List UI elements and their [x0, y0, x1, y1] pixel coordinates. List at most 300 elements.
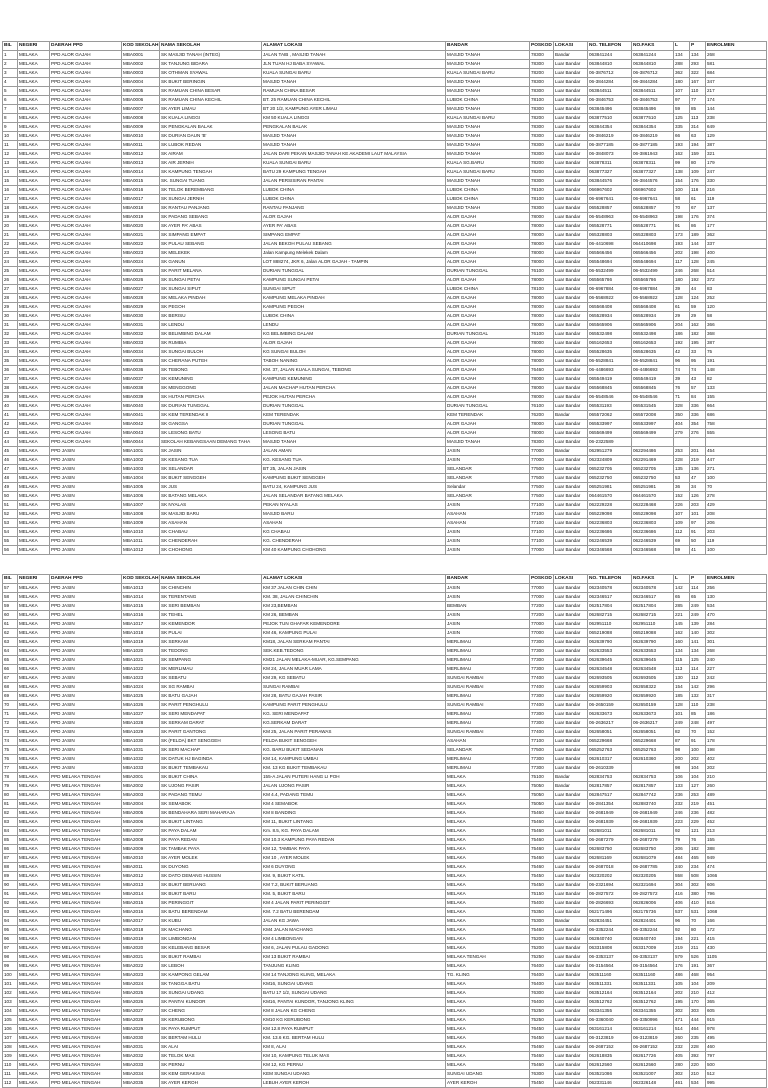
cell-enrolmen: 949 — [706, 854, 767, 863]
cell-bil: 33 — [3, 339, 18, 348]
cell-negeri: MELAKA — [18, 69, 50, 78]
cell-lokasi: Luar Bandar — [554, 186, 588, 195]
cell-nama-sekolah: SK KUBU — [160, 917, 262, 926]
cell-enrolmen: 368 — [706, 330, 767, 339]
cell-negeri: MELAKA — [18, 710, 50, 719]
cell-p: 104 — [690, 773, 706, 782]
cell-daerah-ppd: PPD JASIN — [50, 755, 122, 764]
cell-l: 96 — [674, 917, 690, 926]
cell-no-telefon: 063878311 — [588, 159, 632, 168]
cell-lokasi: Luar Bandar — [554, 528, 588, 537]
cell-bandar: MERLIMAU — [446, 719, 530, 728]
cell-nama-sekolah: SK BUKIT LINTANG — [160, 818, 262, 827]
header-enrolmen: ENROLMEN — [706, 575, 767, 584]
cell-p: 63 — [690, 132, 706, 141]
cell-enrolmen: 129 — [706, 132, 767, 141]
cell-negeri: MELAKA — [18, 51, 50, 60]
cell-kod-sekolah: MBA1027 — [122, 710, 160, 719]
cell-bandar: MELAKA — [446, 980, 530, 989]
cell-bil: 96 — [3, 935, 18, 944]
cell-bandar: MELAKA — [446, 845, 530, 854]
cell-kod-sekolah: MBA0024 — [122, 258, 160, 267]
cell-kod-sekolah: MBA1014 — [122, 593, 160, 602]
cell-poskod: 77500 — [530, 746, 554, 755]
cell-bandar: MASJID TANAH — [446, 51, 530, 60]
cell-alamat-lokasi: MASJID TANAH — [262, 438, 446, 447]
cell-p: 100 — [690, 746, 706, 755]
cell-daerah-ppd: PPD ALOR GAJAH — [50, 375, 122, 384]
cell-no-telefon: 06-2687018 — [588, 863, 632, 872]
cell-kod-sekolah: MBA0027 — [122, 285, 160, 294]
cell-nama-sekolah: SK PERNU — [160, 1061, 262, 1070]
cell-daerah-ppd: PPD JASIN — [50, 611, 122, 620]
cell-l: 96 — [674, 357, 690, 366]
cell-l: 107 — [674, 510, 690, 519]
cell-l: 461 — [674, 1079, 690, 1088]
table-row — [3, 60, 767, 69]
cell-bandar: ALOR GAJAH — [446, 375, 530, 384]
table-row — [3, 159, 767, 168]
header-poskod: POSKOD — [530, 575, 554, 584]
cell-lokasi: Luar Bandar — [554, 674, 588, 683]
cell-enrolmen: 296 — [706, 683, 767, 692]
cell-kod-sekolah: MBA0004 — [122, 78, 160, 87]
cell-l: 98 — [674, 764, 690, 773]
cell-nama-sekolah: SK BUKIT BARU — [160, 890, 262, 899]
cell-no-telefon: 06-5528841 — [588, 357, 632, 366]
cell-p: 508 — [690, 872, 706, 881]
cell-kod-sekolah: MBA1026 — [122, 701, 160, 710]
cell-bandar: DURIAN TUNGGAL — [446, 402, 530, 411]
cell-lokasi: Luar Bandar — [554, 456, 588, 465]
cell-alamat-lokasi: BATU 29 KAMPUNG TENGAH — [262, 168, 446, 177]
cell-bandar: MELAKA — [446, 1016, 530, 1025]
cell-no-telefon: 063511331 — [588, 980, 632, 989]
cell-enrolmen: 500 — [706, 1061, 767, 1070]
cell-bandar: DURIAN TUNGGAL — [446, 330, 530, 339]
table-row — [3, 602, 767, 611]
cell-no-telefon: 063521086 — [588, 1070, 632, 1079]
cell-bil: 106 — [3, 1025, 18, 1034]
cell-kod-sekolah: MBA0002 — [122, 60, 160, 69]
cell-l: 115 — [674, 656, 690, 665]
cell-daerah-ppd: PPD ALOR GAJAH — [50, 258, 122, 267]
cell-daerah-ppd: PPD MELAKA TENGAH — [50, 800, 122, 809]
cell-p: 85 — [690, 710, 706, 719]
cell-l: 130 — [674, 674, 690, 683]
cell-l: 180 — [674, 276, 690, 285]
cell-p: 210 — [690, 1070, 706, 1079]
cell-enrolmen: 271 — [706, 465, 767, 474]
cell-kod-sekolah: MBA1022 — [122, 665, 160, 674]
cell-bandar: ALOR GAJAH — [446, 321, 530, 330]
cell-poskod: 78000 — [530, 429, 554, 438]
cell-enrolmen: 415 — [706, 935, 767, 944]
cell-no-faks: 062883740 — [632, 800, 674, 809]
cell-l: 484 — [674, 854, 690, 863]
cell-p: 140 — [690, 629, 706, 638]
table-row — [3, 863, 767, 872]
cell-bil: 44 — [3, 438, 18, 447]
table-row — [3, 402, 767, 411]
cell-bil: 110 — [3, 1061, 18, 1070]
cell-no-telefon: 062331146 — [588, 1079, 632, 1088]
cell-bil: 6 — [3, 96, 18, 105]
cell-bil: 74 — [3, 737, 18, 746]
cell-nama-sekolah: SK DURIAN DAUN 'B' — [160, 132, 262, 141]
cell-no-telefon: 065229098 — [588, 510, 632, 519]
cell-daerah-ppd: PPD JASIN — [50, 528, 122, 537]
cell-nama-sekolah: SK PARIT MELANA — [160, 267, 262, 276]
cell-poskod: 78000 — [530, 249, 554, 258]
cell-bandar: ALOR GAJAH — [446, 294, 530, 303]
table-row — [3, 1052, 767, 1061]
cell-lokasi: Luar Bandar — [554, 474, 588, 483]
cell-bandar: MELAKA — [446, 827, 530, 836]
cell-lokasi: Luar Bandar — [554, 330, 588, 339]
cell-lokasi: Luar Bandar — [554, 683, 588, 692]
cell-poskod: 77500 — [530, 474, 554, 483]
cell-negeri: MELAKA — [18, 953, 50, 962]
cell-nama-sekolah: SK GANGSA — [160, 420, 262, 429]
cell-daerah-ppd: PPD ALOR GAJAH — [50, 69, 122, 78]
cell-daerah-ppd: PPD ALOR GAJAH — [50, 294, 122, 303]
cell-daerah-ppd: PPD JASIN — [50, 483, 122, 492]
cell-l: 350 — [674, 411, 690, 420]
cell-no-faks: 065528771 — [632, 222, 674, 231]
cell-nama-sekolah: SK SELANDAR — [160, 465, 262, 474]
cell-no-faks: 063511160 — [632, 971, 674, 980]
cell-no-faks: 062683750 — [632, 845, 674, 854]
cell-daerah-ppd: PPD JASIN — [50, 692, 122, 701]
cell-lokasi: Luar Bandar — [554, 800, 588, 809]
cell-negeri: MELAKA — [18, 510, 50, 519]
cell-negeri: MELAKA — [18, 402, 50, 411]
cell-l: 204 — [674, 321, 690, 330]
cell-bandar: ALOR GAJAH — [446, 348, 530, 357]
cell-p: 97 — [690, 519, 706, 528]
cell-kod-sekolah: MBA0005 — [122, 87, 160, 96]
cell-l: 537 — [674, 908, 690, 917]
cell-enrolmen: 451 — [706, 800, 767, 809]
cell-nama-sekolah: SK PAYA REDAN — [160, 836, 262, 845]
cell-no-faks: 062294486 — [632, 447, 674, 456]
cell-kod-sekolah: MBA1016 — [122, 611, 160, 620]
cell-nama-sekolah: SK BUKIT SENGGEH — [160, 474, 262, 483]
cell-poskod: 77200 — [530, 611, 554, 620]
cell-no-faks: 06-2687785 — [632, 863, 674, 872]
cell-negeri: MELAKA — [18, 429, 50, 438]
cell-bandar: ALOR GAJAH — [446, 429, 530, 438]
header-nama-sekolah: NAMA SEKOLAH — [160, 42, 262, 51]
cell-daerah-ppd: PPD ALOR GAJAH — [50, 105, 122, 114]
cell-no-telefon: 063845496 — [588, 105, 632, 114]
cell-poskod: 78300 — [530, 150, 554, 159]
cell-bil: 99 — [3, 962, 18, 971]
cell-nama-sekolah: SK PEGOH — [160, 303, 262, 312]
cell-no-faks: 06-3350996 — [632, 1016, 674, 1025]
cell-poskod: 77300 — [530, 656, 554, 665]
table-row — [3, 537, 767, 546]
cell-alamat-lokasi: ALOR GAJAH — [262, 213, 446, 222]
cell-kod-sekolah: MBA1030 — [122, 737, 160, 746]
cell-l: 152 — [674, 492, 690, 501]
cell-no-faks: 063341355 — [632, 1007, 674, 1016]
cell-enrolmen: 1066 — [706, 872, 767, 881]
cell-l: 180 — [674, 78, 690, 87]
cell-enrolmen: 284 — [706, 620, 767, 629]
cell-daerah-ppd: PPD JASIN — [50, 593, 122, 602]
cell-p: 176 — [690, 213, 706, 222]
cell-alamat-lokasi: Km. 8.5, KG. PAYA DALAM — [262, 827, 446, 836]
cell-nama-sekolah: SK BELIMBING DALAM — [160, 330, 262, 339]
cell-negeri: MELAKA — [18, 602, 50, 611]
cell-negeri: MELAKA — [18, 312, 50, 321]
cell-enrolmen: 152 — [706, 728, 767, 737]
cell-no-telefon: 06-6967641 — [588, 195, 632, 204]
cell-poskod: 78200 — [530, 69, 554, 78]
table-row — [3, 87, 767, 96]
cell-l: 280 — [674, 1061, 690, 1070]
cell-lokasi: Luar Bandar — [554, 926, 588, 935]
cell-kod-sekolah: MBA1003 — [122, 465, 160, 474]
cell-lokasi: Luar Bandar — [554, 465, 588, 474]
cell-lokasi: Luar Bandar — [554, 953, 588, 962]
cell-alamat-lokasi: SIMPANG EMPAT — [262, 231, 446, 240]
cell-enrolmen: 400 — [706, 249, 767, 258]
table-row — [3, 294, 767, 303]
cell-negeri: MELAKA — [18, 438, 50, 447]
cell-poskod: 77300 — [530, 692, 554, 701]
table-row — [3, 647, 767, 656]
cell-daerah-ppd: PPD ALOR GAJAH — [50, 366, 122, 375]
cell-no-telefon: 06-3846219 — [588, 132, 632, 141]
cell-daerah-ppd: PPD MELAKA TENGAH — [50, 782, 122, 791]
cell-kod-sekolah: MBA2012 — [122, 872, 160, 881]
cell-nama-sekolah: SK CHENG — [160, 1007, 262, 1016]
cell-daerah-ppd: PPD JASIN — [50, 546, 122, 555]
cell-daerah-ppd: PPD JASIN — [50, 447, 122, 456]
table-row — [3, 638, 767, 647]
sheet-page-2 — [0, 574, 768, 1088]
cell-bil: 64 — [3, 647, 18, 656]
cell-no-faks: 065219088 — [632, 629, 674, 638]
cell-lokasi: Luar Bandar — [554, 818, 588, 827]
cell-alamat-lokasi: KM 28, BATU GAJAH PASIR — [262, 692, 446, 701]
cell-negeri: MELAKA — [18, 854, 50, 863]
cell-bil: 70 — [3, 701, 18, 710]
cell-nama-sekolah: SK MASJID BARU — [160, 510, 262, 519]
cell-p: 114 — [690, 665, 706, 674]
cell-no-faks: 06-2827572 — [632, 890, 674, 899]
cell-poskod: 77300 — [530, 710, 554, 719]
cell-alamat-lokasi: SUNGAI SIPUT — [262, 285, 446, 294]
cell-enrolmen: 186 — [706, 710, 767, 719]
cell-daerah-ppd: PPD MELAKA TENGAH — [50, 863, 122, 872]
cell-bil: 14 — [3, 168, 18, 177]
cell-no-telefon: 06-3848073 — [588, 150, 632, 159]
cell-nama-sekolah: SK SUNGAI PETAI — [160, 276, 262, 285]
cell-alamat-lokasi: KEM TERENDAK — [262, 411, 446, 420]
cell-nama-sekolah: SK DATO DEMANG HUSSIN — [160, 872, 262, 881]
cell-daerah-ppd: PPD ALOR GAJAH — [50, 168, 122, 177]
cell-bandar: MERLIMAU — [446, 710, 530, 719]
cell-lokasi: Luar Bandar — [554, 348, 588, 357]
cell-no-faks: 06-6967884 — [632, 285, 674, 294]
table-row — [3, 1070, 767, 1079]
table-row — [3, 177, 767, 186]
cell-bandar: JASIN — [446, 528, 530, 537]
cell-bil: 52 — [3, 510, 18, 519]
cell-daerah-ppd: PPD ALOR GAJAH — [50, 141, 122, 150]
cell-no-faks: 062340578 — [632, 584, 674, 593]
cell-no-faks: 062326148 — [632, 1079, 674, 1088]
cell-kod-sekolah: MBA2034 — [122, 1070, 160, 1079]
cell-nama-sekolah: SK BUKIT RAMBAI — [160, 953, 262, 962]
cell-lokasi: Bandar — [554, 51, 588, 60]
cell-p: 91 — [690, 737, 706, 746]
cell-no-faks: 063841244 — [632, 51, 674, 60]
cell-negeri: MELAKA — [18, 195, 50, 204]
cell-negeri: MELAKA — [18, 357, 50, 366]
cell-bil: 102 — [3, 989, 18, 998]
cell-bil: 16 — [3, 186, 18, 195]
cell-poskod: 75460 — [530, 836, 554, 845]
cell-nama-sekolah: SK MASJID TANAH (INTEG) — [160, 51, 262, 60]
header-bil: BIL — [3, 575, 18, 584]
cell-alamat-lokasi: KM 25, JALAN PARIT PERAWAS — [262, 728, 446, 737]
cell-no-telefon: 062639790 — [588, 638, 632, 647]
cell-enrolmen: 227 — [706, 665, 767, 674]
cell-poskod: 75200 — [530, 935, 554, 944]
cell-p: 302 — [690, 881, 706, 890]
cell-bil: 48 — [3, 474, 18, 483]
cell-alamat-lokasi: LOT 888274, JKR 6, Jalan ALOR GAJAH - TAMPIN — [262, 258, 446, 267]
table-row — [3, 854, 767, 863]
cell-bil: 69 — [3, 692, 18, 701]
header-row — [3, 575, 767, 584]
cell-nama-sekolah: SK CHENDERAH — [160, 537, 262, 546]
cell-bil: 66 — [3, 665, 18, 674]
cell-daerah-ppd: PPD JASIN — [50, 719, 122, 728]
cell-bandar: JASIN — [446, 611, 530, 620]
cell-daerah-ppd: PPD MELAKA TENGAH — [50, 1007, 122, 1016]
cell-no-telefon: 063844354 — [588, 123, 632, 132]
table-row — [3, 168, 767, 177]
cell-no-telefon: 062517804 — [588, 602, 632, 611]
cell-p: 211 — [690, 944, 706, 953]
cell-poskod: 78000 — [530, 303, 554, 312]
cell-negeri: MELAKA — [18, 872, 50, 881]
cell-negeri: MELAKA — [18, 737, 50, 746]
cell-poskod: 75450 — [530, 881, 554, 890]
cell-no-faks: 06-3353137 — [632, 953, 674, 962]
cell-enrolmen: 337 — [706, 240, 767, 249]
cell-l: 113 — [674, 665, 690, 674]
cell-no-telefon: 063161214 — [588, 1025, 632, 1034]
cell-l: 109 — [674, 519, 690, 528]
cell-kod-sekolah: MBA2006 — [122, 818, 160, 827]
cell-enrolmen: 178 — [706, 737, 767, 746]
cell-no-faks: 065232705 — [632, 465, 674, 474]
cell-daerah-ppd: PPD JASIN — [50, 746, 122, 755]
table-row — [3, 935, 767, 944]
cell-no-faks: 065328803 — [632, 231, 674, 240]
cell-no-faks: 062346568 — [632, 546, 674, 555]
cell-bandar: MELAKA — [446, 1034, 530, 1043]
cell-no-faks: 062639645 — [632, 656, 674, 665]
cell-enrolmen: 70 — [706, 483, 767, 492]
cell-lokasi: Luar Bandar — [554, 366, 588, 375]
cell-bandar: SELANDAR — [446, 746, 530, 755]
cell-poskod: 76300 — [530, 1070, 554, 1079]
cell-negeri: MELAKA — [18, 114, 50, 123]
cell-bil: 32 — [3, 330, 18, 339]
cell-p: 219 — [690, 800, 706, 809]
cell-no-telefon: 062612560 — [588, 1061, 632, 1070]
cell-no-telefon: 06-4410698 — [588, 240, 632, 249]
cell-no-telefon: 06-3154564 — [588, 962, 632, 971]
header-enrolmen: ENROLMEN — [706, 42, 767, 51]
cell-no-telefon: 06-2610339 — [588, 764, 632, 773]
cell-negeri: MELAKA — [18, 285, 50, 294]
cell-enrolmen: 447 — [706, 456, 767, 465]
cell-no-faks: 065568408 — [632, 303, 674, 312]
cell-p: 141 — [690, 638, 706, 647]
cell-nama-sekolah: SK AIR JERNIH — [160, 159, 262, 168]
cell-poskod: 76200 — [530, 411, 554, 420]
cell-daerah-ppd: PPD MELAKA TENGAH — [50, 1034, 122, 1043]
cell-alamat-lokasi: BT 20 1/2, KAMPUNG AYER LIMAU — [262, 105, 446, 114]
cell-alamat-lokasi: KUALA SUNGAI BARU — [262, 69, 446, 78]
cell-poskod: 76100 — [530, 330, 554, 339]
cell-enrolmen: 268 — [706, 647, 767, 656]
cell-daerah-ppd: PPD MELAKA TENGAH — [50, 872, 122, 881]
cell-alamat-lokasi: KM 4.4, PADANG TEMU — [262, 791, 446, 800]
cell-daerah-ppd: PPD ALOR GAJAH — [50, 123, 122, 132]
cell-enrolmen: 534 — [706, 602, 767, 611]
cell-kod-sekolah: MBA2005 — [122, 809, 160, 818]
cell-no-telefon: 062236803 — [588, 519, 632, 528]
table-row — [3, 782, 767, 791]
cell-negeri: MELAKA — [18, 773, 50, 782]
header-nama-sekolah: NAMA SEKOLAH — [160, 575, 262, 584]
cell-poskod: 75460 — [530, 818, 554, 827]
cell-poskod: 75460 — [530, 1052, 554, 1061]
header-no-telefon: NO. TELEFON — [588, 42, 632, 51]
cell-nama-sekolah: SK PARIT GANTONG — [160, 728, 262, 737]
cell-lokasi: Luar Bandar — [554, 899, 588, 908]
cell-no-faks: 065251981 — [632, 483, 674, 492]
table-row — [3, 701, 767, 710]
cell-negeri: MELAKA — [18, 546, 50, 555]
cell-poskod: 78300 — [530, 51, 554, 60]
cell-bil: 92 — [3, 899, 18, 908]
cell-p: 182 — [690, 330, 706, 339]
cell-alamat-lokasi: KG CHABAU — [262, 528, 446, 537]
cell-kod-sekolah: MBA1023 — [122, 674, 160, 683]
table-row — [3, 629, 767, 638]
cell-lokasi: Luar Bandar — [554, 69, 588, 78]
cell-l: 36 — [674, 483, 690, 492]
cell-l: 335 — [674, 123, 690, 132]
cell-p: 234 — [690, 863, 706, 872]
cell-no-telefon: 062340578 — [588, 584, 632, 593]
cell-p: 219 — [690, 456, 706, 465]
cell-kod-sekolah: MBA0021 — [122, 231, 160, 240]
cell-nama-sekolah: SK KESANG TUA — [160, 456, 262, 465]
cell-daerah-ppd: PPD ALOR GAJAH — [50, 213, 122, 222]
